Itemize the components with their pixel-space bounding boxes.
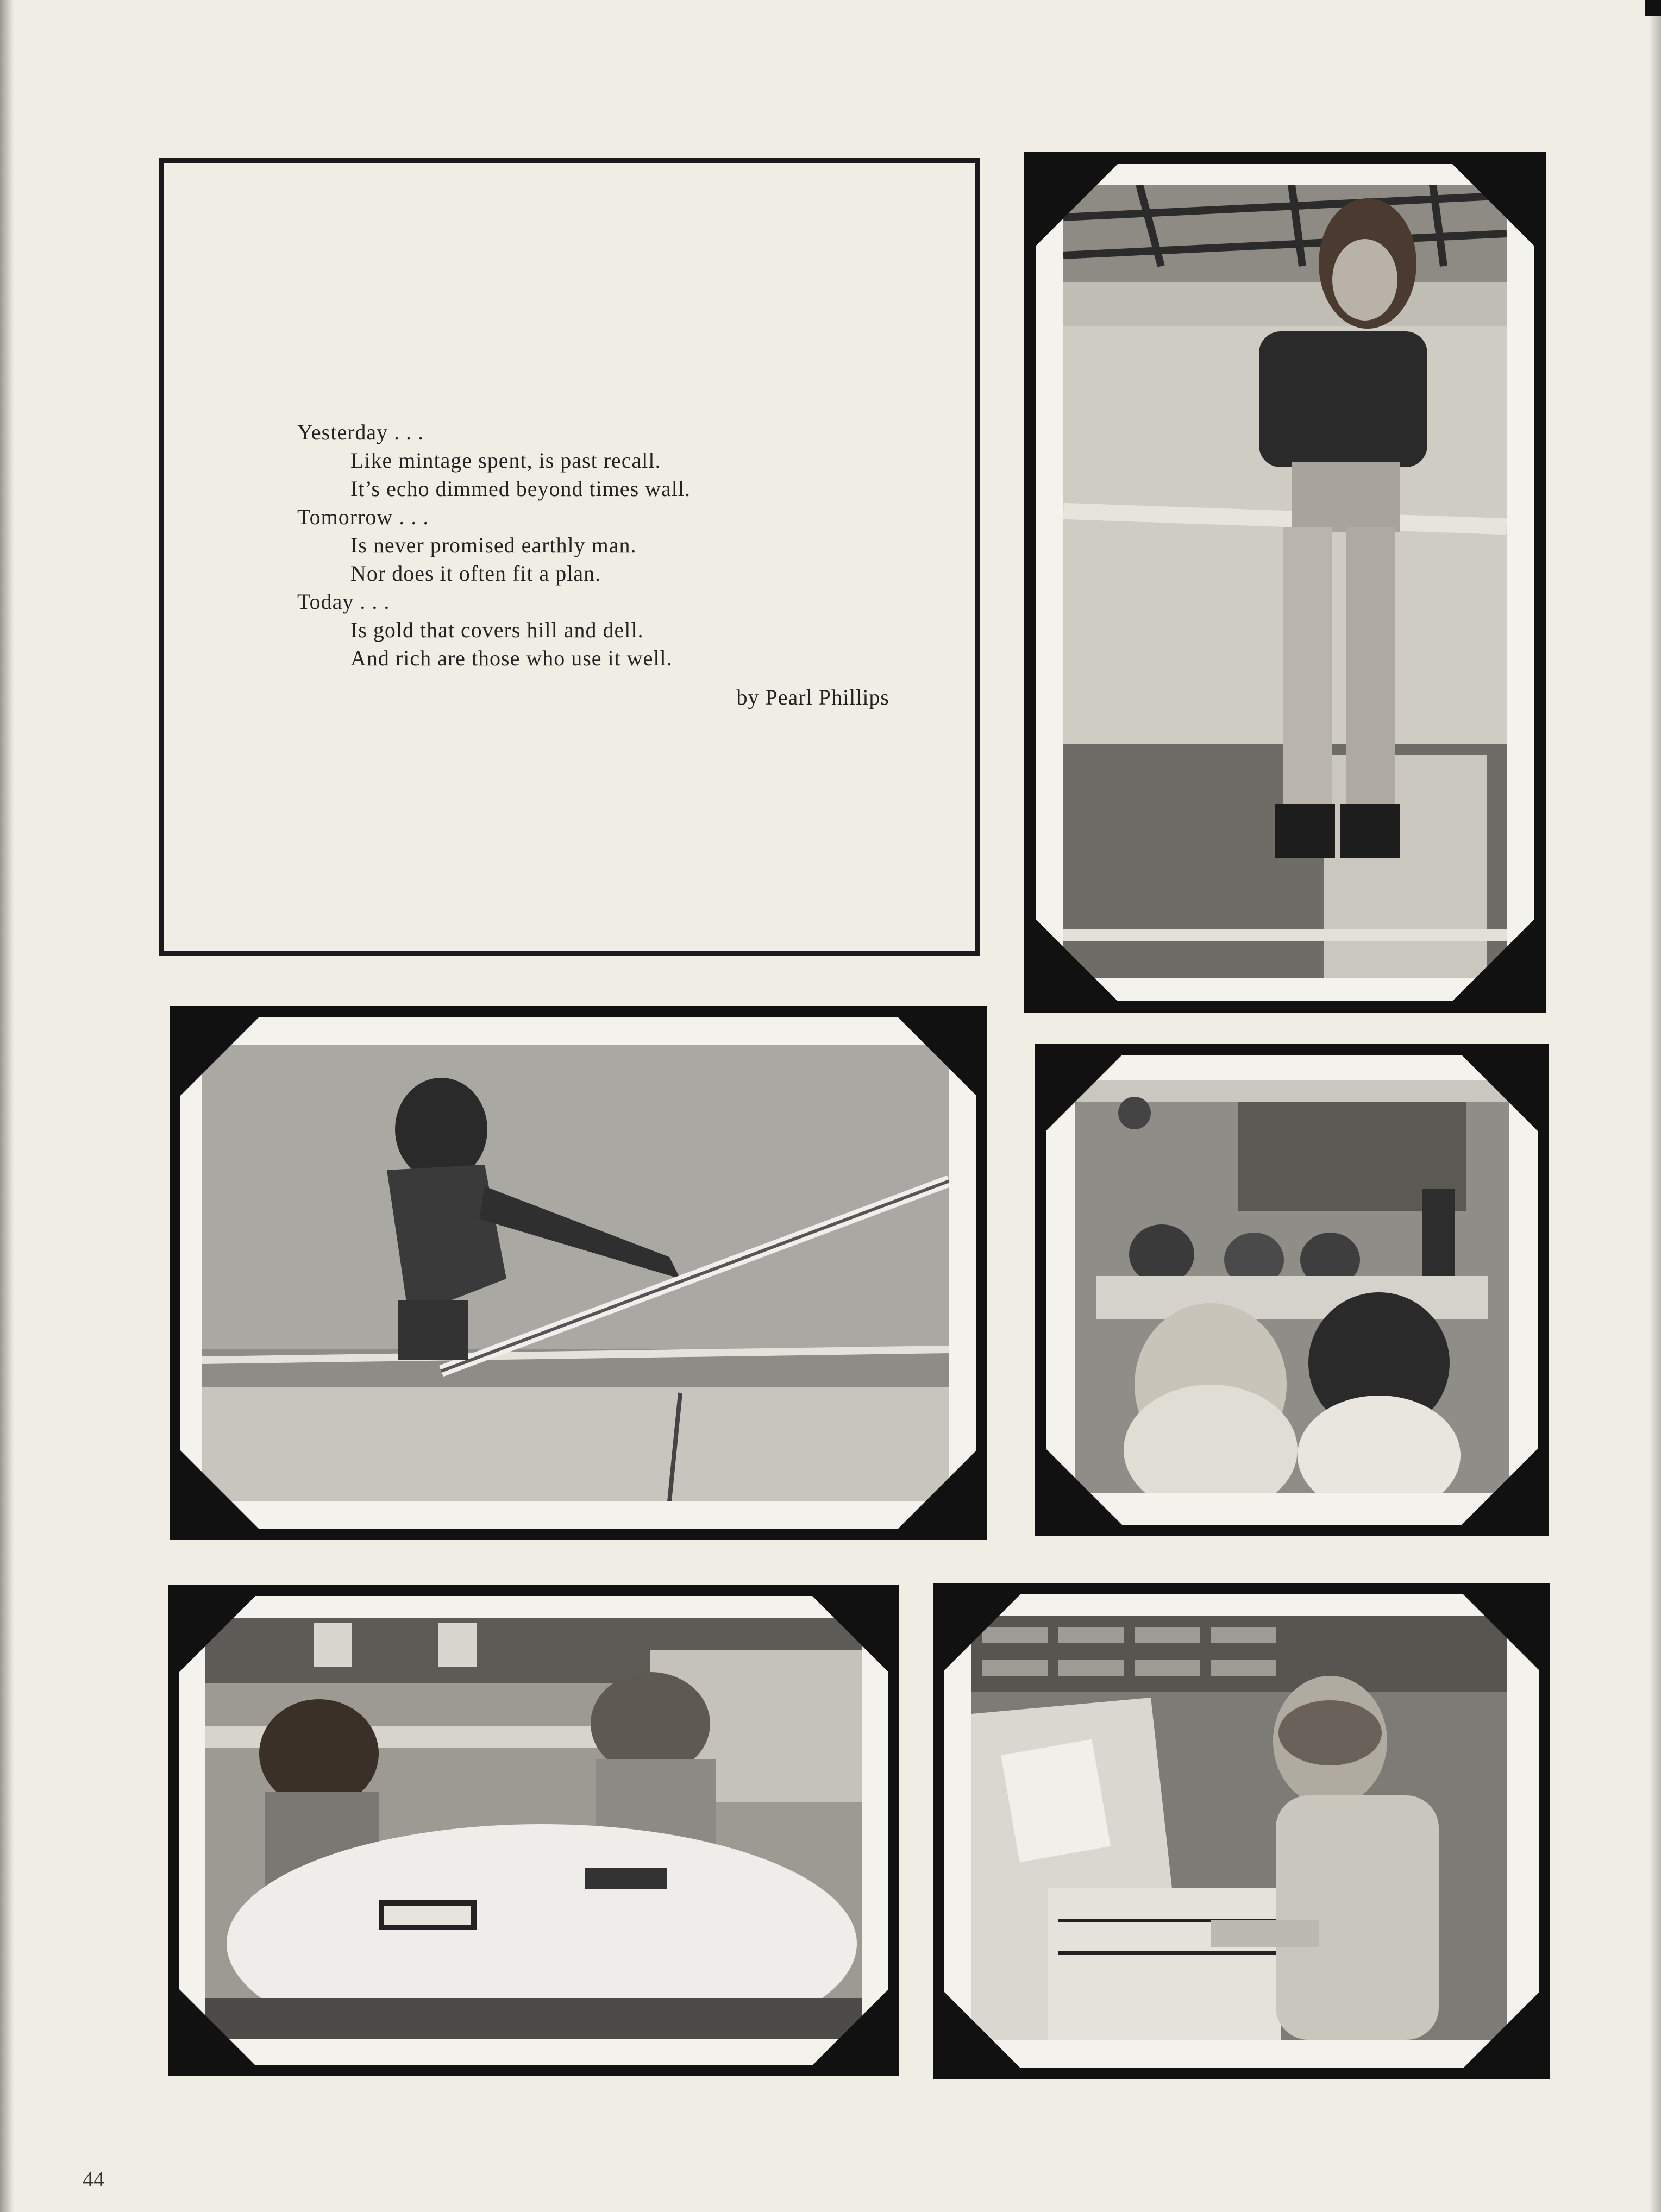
photo-library-table	[205, 1618, 862, 2039]
photo-girl-on-balance-beam-frame	[1024, 152, 1546, 1013]
poem-line: Like mintage spent, is past recall.	[350, 448, 661, 473]
poem-line: Yesterday . . .	[297, 420, 424, 444]
photo-classroom-students	[1075, 1080, 1509, 1493]
poem-author: by Pearl Phillips	[736, 685, 889, 709]
photo-classroom-students-frame	[1035, 1044, 1549, 1536]
poem-line: Is gold that covers hill and dell.	[350, 618, 644, 642]
photo-pole-vaulter	[202, 1045, 949, 1501]
page-binding-shadow	[0, 0, 14, 2212]
poem-line: Today . . .	[297, 589, 390, 614]
poem-line: Nor does it often fit a plan.	[350, 561, 601, 586]
poem-line: Tomorrow . . .	[297, 505, 429, 529]
photo-pole-vaulter-frame	[170, 1006, 987, 1540]
poem-box	[159, 158, 980, 956]
page-number: 44	[83, 2167, 104, 2191]
photo-piano-player-frame	[933, 1583, 1550, 2079]
photo-piano-player	[971, 1616, 1507, 2040]
photo-girl-on-balance-beam	[1063, 185, 1507, 978]
poem-line: Is never promised earthly man.	[350, 533, 637, 557]
photo-library-table-frame	[168, 1585, 899, 2076]
poem-line: And rich are those who use it well.	[350, 646, 673, 670]
page-edge-shadow	[1649, 0, 1661, 2212]
corner-ink-mark	[1645, 0, 1661, 16]
poem-line: It’s echo dimmed beyond times wall.	[350, 476, 691, 501]
poem	[297, 418, 889, 712]
